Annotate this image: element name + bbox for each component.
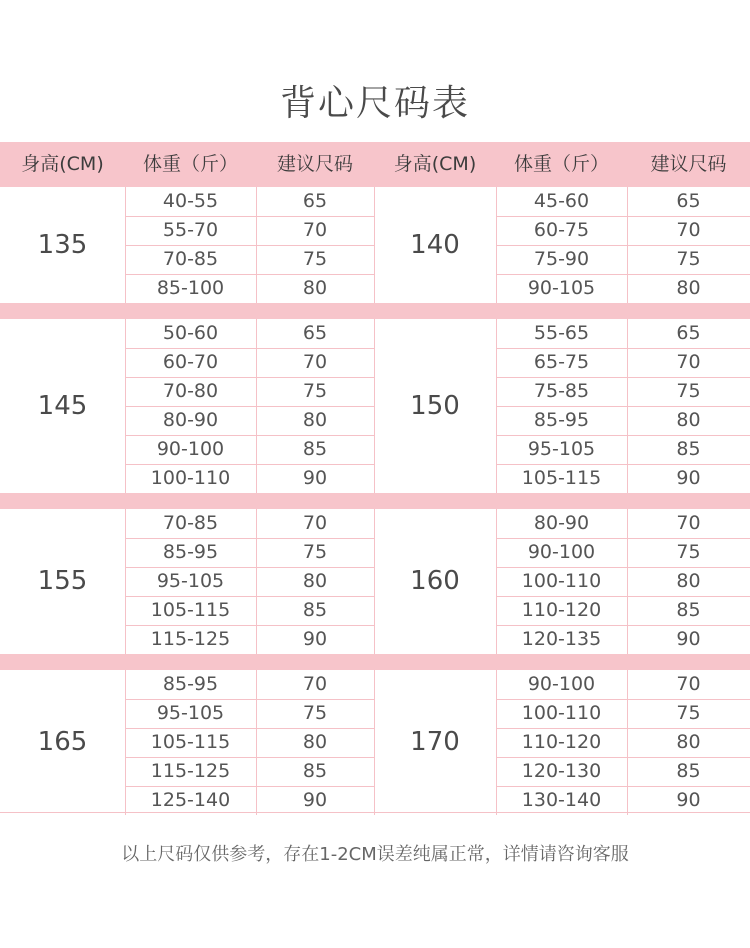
weight-cell: 50-60 [162, 322, 219, 344]
weight-cell: 100-110 [521, 570, 602, 592]
weight-cell: 95-105 [156, 702, 225, 724]
size-cell: 70 [676, 219, 701, 241]
size-cell: 85 [676, 760, 701, 782]
grid-hline [125, 757, 374, 758]
size-cell: 80 [302, 570, 328, 592]
grid-hline [496, 245, 750, 246]
weight-cell: 55-65 [533, 322, 590, 344]
grid-hline [125, 625, 374, 626]
size-cell: 80 [302, 409, 328, 431]
weight-cell: 130-140 [521, 789, 602, 811]
weight-cell: 85-95 [162, 673, 219, 695]
grid-hline [496, 406, 750, 407]
size-cell: 70 [676, 351, 701, 373]
grid-hline [496, 348, 750, 349]
weight-cell: 105-115 [150, 731, 231, 753]
grid-hline [125, 377, 374, 378]
weight-cell: 85-100 [156, 277, 225, 299]
grid-hline [125, 274, 374, 275]
size-cell: 70 [302, 351, 328, 373]
header-size-right: 建议尺码 [650, 153, 727, 175]
weight-cell: 65-75 [533, 351, 590, 373]
height-cell: 165 [37, 727, 88, 757]
weight-cell: 85-95 [533, 409, 590, 431]
size-cell: 75 [302, 380, 328, 402]
grid-hline [125, 786, 374, 787]
weight-cell: 120-130 [521, 760, 602, 782]
weight-cell: 90-105 [527, 277, 596, 299]
grid-hline [496, 757, 750, 758]
grid-hline [496, 435, 750, 436]
grid-hline [125, 567, 374, 568]
weight-cell: 80-90 [162, 409, 219, 431]
grid-hline [125, 216, 374, 217]
size-cell: 65 [302, 322, 328, 344]
size-cell: 75 [676, 702, 701, 724]
weight-cell: 60-70 [162, 351, 219, 373]
grid-hline [125, 348, 374, 349]
weight-cell: 90-100 [527, 673, 596, 695]
size-cell: 85 [302, 599, 328, 621]
weight-cell: 115-125 [150, 760, 231, 782]
table-bottom-line [0, 812, 750, 813]
grid-hline [125, 406, 374, 407]
size-cell: 90 [676, 628, 701, 650]
weight-cell: 120-135 [521, 628, 602, 650]
weight-cell: 95-105 [527, 438, 596, 460]
header-height-right: 身高(CM) [393, 153, 477, 175]
weight-cell: 85-95 [162, 541, 219, 563]
weight-cell: 95-105 [156, 570, 225, 592]
size-cell: 85 [676, 438, 701, 460]
grid-hline [496, 377, 750, 378]
weight-cell: 90-100 [527, 541, 596, 563]
size-cell: 75 [302, 248, 328, 270]
header-size-left: 建议尺码 [276, 153, 353, 175]
grid-hline [496, 216, 750, 217]
size-cell: 65 [676, 322, 701, 344]
height-cell: 150 [410, 391, 460, 421]
grid-hline [496, 567, 750, 568]
weight-cell: 75-85 [533, 380, 590, 402]
grid-hline [496, 274, 750, 275]
size-cell: 75 [676, 248, 701, 270]
weight-cell: 90-100 [156, 438, 225, 460]
page-title: 背心尺码表 [279, 83, 470, 124]
height-cell: 145 [37, 391, 88, 421]
header-weight-left: 体重（斤） [142, 153, 238, 175]
header-weight-right: 体重（斤） [513, 153, 609, 175]
grid-hline [125, 596, 374, 597]
weight-cell: 105-115 [150, 599, 231, 621]
size-cell: 80 [676, 409, 701, 431]
height-cell: 140 [410, 230, 460, 260]
size-cell: 90 [676, 789, 701, 811]
size-cell: 70 [302, 673, 328, 695]
weight-cell: 125-140 [150, 789, 231, 811]
size-cell: 80 [676, 731, 701, 753]
weight-cell: 70-80 [162, 380, 219, 402]
grid-hline [125, 699, 374, 700]
size-cell: 70 [676, 673, 701, 695]
size-cell: 80 [676, 277, 701, 299]
grid-hline [125, 728, 374, 729]
size-table [0, 187, 750, 813]
weight-cell: 110-120 [521, 599, 602, 621]
grid-hline [496, 625, 750, 626]
weight-cell: 105-115 [521, 467, 602, 489]
size-cell: 80 [302, 731, 328, 753]
grid-hline [125, 245, 374, 246]
size-cell: 75 [302, 541, 328, 563]
weight-cell: 40-55 [162, 190, 219, 212]
weight-cell: 75-90 [533, 248, 590, 270]
weight-cell: 45-60 [533, 190, 590, 212]
weight-cell: 70-85 [162, 512, 219, 534]
height-cell: 135 [37, 230, 88, 260]
size-cell: 75 [676, 380, 701, 402]
weight-cell: 110-120 [521, 731, 602, 753]
header-height-left: 身高(CM) [21, 153, 104, 175]
size-note: 以上尺码仅供参考，存在1-2CM误差纯属正常，详情请咨询客服 [121, 844, 629, 865]
weight-cell: 60-75 [533, 219, 590, 241]
size-cell: 90 [302, 628, 328, 650]
grid-hline [496, 538, 750, 539]
size-cell: 75 [302, 702, 328, 724]
table-header [0, 142, 750, 187]
group-separator [0, 493, 750, 509]
size-cell: 70 [302, 219, 328, 241]
size-cell: 85 [302, 760, 328, 782]
size-cell: 70 [302, 512, 328, 534]
grid-hline [496, 786, 750, 787]
size-cell: 65 [302, 190, 328, 212]
weight-cell: 100-110 [150, 467, 231, 489]
size-cell: 90 [676, 467, 701, 489]
size-cell: 80 [302, 277, 328, 299]
size-cell: 85 [302, 438, 328, 460]
height-cell: 170 [410, 727, 460, 757]
grid-hline [496, 699, 750, 700]
size-cell: 80 [676, 570, 701, 592]
grid-hline [125, 464, 374, 465]
height-cell: 155 [37, 566, 88, 596]
size-cell: 75 [676, 541, 701, 563]
size-cell: 70 [676, 512, 701, 534]
size-cell: 85 [676, 599, 701, 621]
grid-hline [496, 728, 750, 729]
weight-cell: 55-70 [162, 219, 219, 241]
grid-hline [125, 435, 374, 436]
grid-hline [496, 464, 750, 465]
group-separator [0, 303, 750, 319]
weight-cell: 115-125 [150, 628, 231, 650]
size-cell: 90 [302, 789, 328, 811]
grid-hline [496, 596, 750, 597]
height-cell: 160 [410, 566, 460, 596]
grid-hline [125, 538, 374, 539]
size-cell: 65 [676, 190, 701, 212]
group-separator [0, 654, 750, 670]
weight-cell: 80-90 [533, 512, 590, 534]
weight-cell: 100-110 [521, 702, 602, 724]
size-cell: 90 [302, 467, 328, 489]
weight-cell: 70-85 [162, 248, 219, 270]
